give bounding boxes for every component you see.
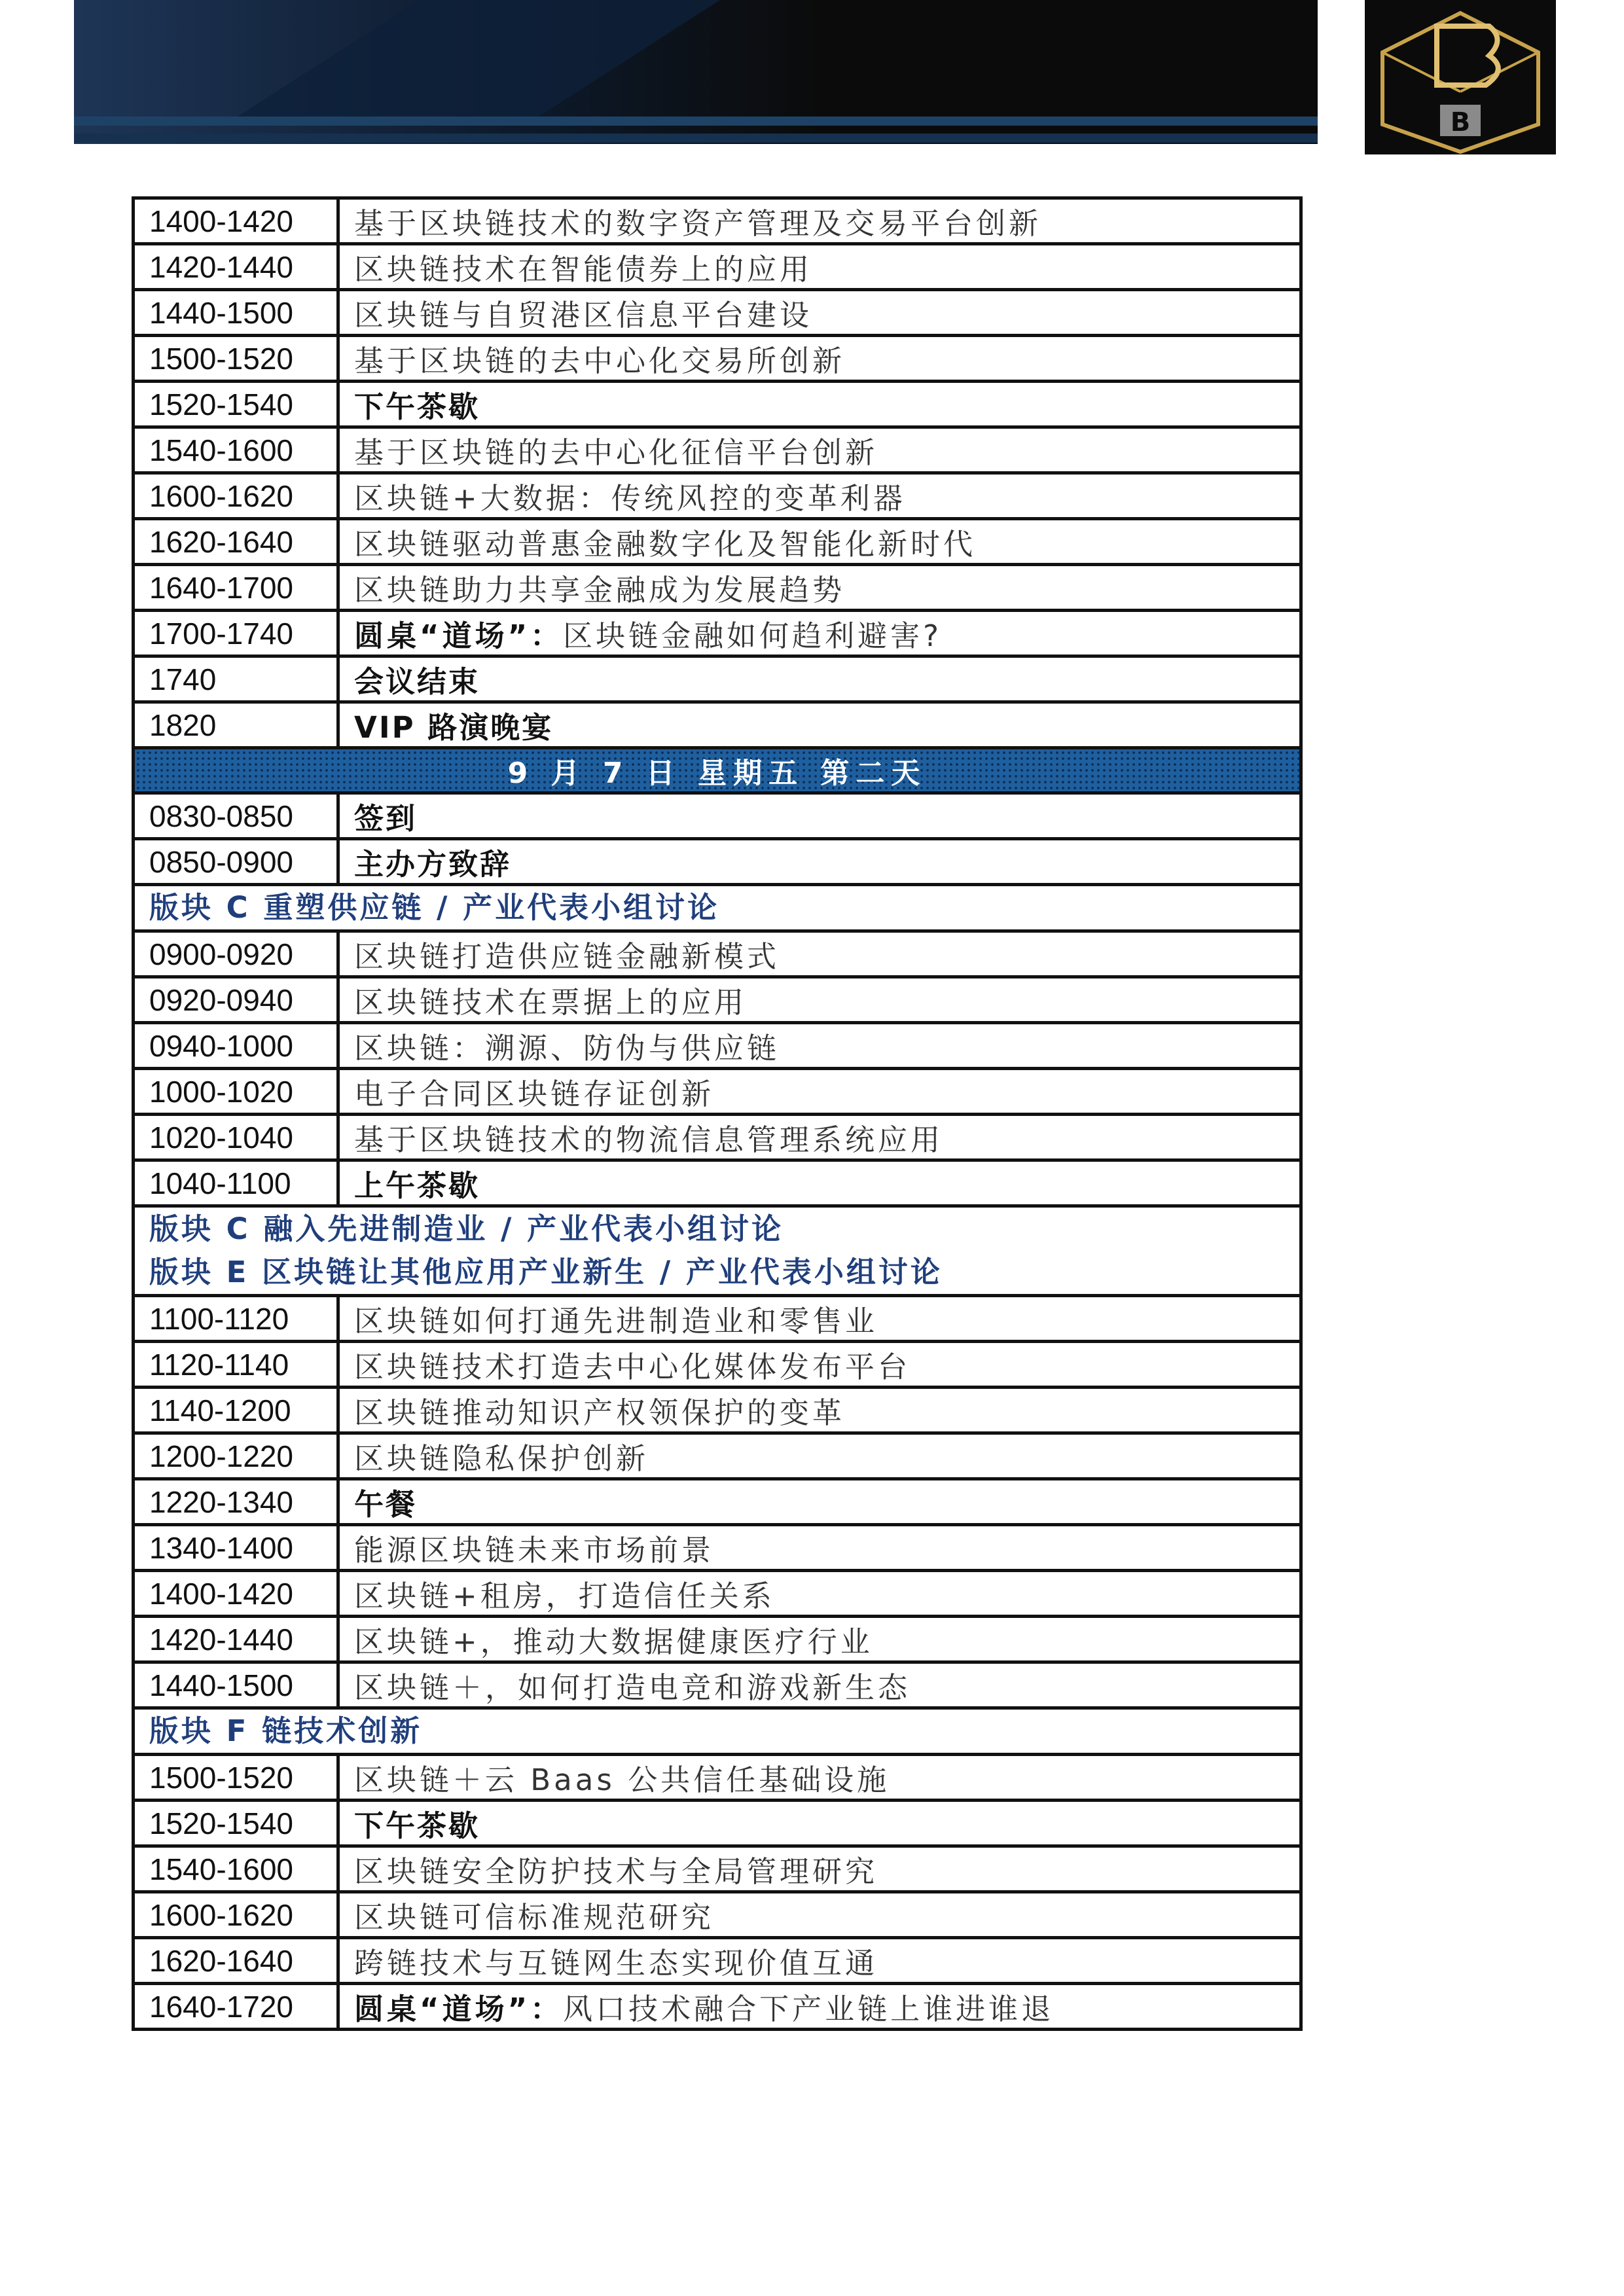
section-row xyxy=(134,885,1301,931)
section-row xyxy=(134,1206,1301,1296)
section-header xyxy=(134,1708,1301,1755)
schedule-table xyxy=(132,196,1303,2031)
session-cell: 上午茶歇 xyxy=(338,1160,1301,1206)
session-cell: 区块链可信标准规范研究 xyxy=(338,1892,1301,1938)
schedule-row xyxy=(134,1160,1301,1206)
time-cell: 1440-1500 xyxy=(134,1662,338,1708)
time-cell: 1520-1540 xyxy=(134,1801,338,1846)
time-cell: 1120-1140 xyxy=(134,1342,338,1388)
time-cell: 0920-0940 xyxy=(134,977,338,1023)
time-cell: 1500-1520 xyxy=(134,1755,338,1801)
time-cell: 1700-1740 xyxy=(134,611,338,656)
time-cell: 1640-1720 xyxy=(134,1984,338,2030)
session-cell: 区块链+，推动大数据健康医疗行业 xyxy=(338,1617,1301,1662)
session-cell: 主办方致辞 xyxy=(338,839,1301,885)
schedule-row xyxy=(134,1525,1301,1571)
time-cell: 1400-1420 xyxy=(134,1571,338,1617)
schedule-row xyxy=(134,336,1301,382)
schedule-row xyxy=(134,565,1301,611)
schedule-row xyxy=(134,427,1301,473)
schedule-row xyxy=(134,382,1301,427)
session-cell: 区块链安全防护技术与全局管理研究 xyxy=(338,1846,1301,1892)
schedule-row xyxy=(134,839,1301,885)
schedule-row xyxy=(134,1571,1301,1617)
time-cell: 1600-1620 xyxy=(134,1892,338,1938)
session-cell: 基于区块链的去中心化交易所创新 xyxy=(338,336,1301,382)
schedule-row xyxy=(134,1938,1301,1984)
section-header xyxy=(134,1206,1301,1296)
schedule-row xyxy=(134,1342,1301,1388)
time-cell: 1520-1540 xyxy=(134,382,338,427)
time-cell: 1740 xyxy=(134,656,338,702)
schedule-row xyxy=(134,1984,1301,2030)
session-cell xyxy=(338,611,1301,656)
session-cell: 午餐 xyxy=(338,1479,1301,1525)
banner-blue-stripe xyxy=(74,117,1318,126)
schedule-row xyxy=(134,1023,1301,1069)
section-line: 版块 E 区块链让其他应用产业新生 / 产业代表小组讨论 xyxy=(149,1255,943,1289)
time-cell: 1820 xyxy=(134,702,338,748)
time-cell: 1440-1500 xyxy=(134,290,338,336)
session-cell: 下午茶歇 xyxy=(338,1801,1301,1846)
time-cell: 1100-1120 xyxy=(134,1296,338,1342)
time-cell: 0850-0900 xyxy=(134,839,338,885)
schedule-row xyxy=(134,1388,1301,1433)
time-cell: 1620-1640 xyxy=(134,519,338,565)
schedule-row xyxy=(134,1479,1301,1525)
session-cell: VIP 路演晚宴 xyxy=(338,702,1301,748)
time-cell: 1040-1100 xyxy=(134,1160,338,1206)
session-cell: 区块链推动知识产权领保护的变革 xyxy=(338,1388,1301,1433)
schedule-row xyxy=(134,1892,1301,1938)
section-line: 版块 C 重塑供应链 / 产业代表小组讨论 xyxy=(149,890,720,925)
time-cell: 1600-1620 xyxy=(134,473,338,519)
section-row xyxy=(134,1708,1301,1755)
session-cell xyxy=(338,1984,1301,2030)
time-cell: 1640-1700 xyxy=(134,565,338,611)
session-cell: 区块链如何打通先进制造业和零售业 xyxy=(338,1296,1301,1342)
day-header: 9 月 7 日 星期五 第二天 xyxy=(134,748,1301,793)
roundtable-label: 圆桌“道场”： xyxy=(354,1992,564,2026)
banner-bottom-stripe xyxy=(74,134,1318,143)
session-cell: 区块链+大数据：传统风控的变革利器 xyxy=(338,473,1301,519)
schedule-row xyxy=(134,290,1301,336)
session-cell: 基于区块链的去中心化征信平台创新 xyxy=(338,427,1301,473)
schedule-row xyxy=(134,611,1301,656)
time-cell: 1540-1600 xyxy=(134,427,338,473)
session-cell: 签到 xyxy=(338,793,1301,839)
schedule-row xyxy=(134,244,1301,290)
session-cell: 区块链助力共享金融成为发展趋势 xyxy=(338,565,1301,611)
session-cell: 区块链技术打造去中心化媒体发布平台 xyxy=(338,1342,1301,1388)
header-banner xyxy=(0,0,1624,157)
time-cell: 1340-1400 xyxy=(134,1525,338,1571)
schedule-row xyxy=(134,1755,1301,1801)
time-cell: 0940-1000 xyxy=(134,1023,338,1069)
time-cell: 1420-1440 xyxy=(134,1617,338,1662)
session-cell: 能源区块链未来市场前景 xyxy=(338,1525,1301,1571)
schedule-row xyxy=(134,793,1301,839)
time-cell: 1500-1520 xyxy=(134,336,338,382)
time-cell: 1620-1640 xyxy=(134,1938,338,1984)
schedule-row xyxy=(134,656,1301,702)
schedule-row xyxy=(134,931,1301,977)
logo-emblem xyxy=(1365,0,1556,154)
section-line: 版块 C 融入先进制造业 / 产业代表小组讨论 xyxy=(149,1211,784,1246)
session-cell: 区块链：溯源、防伪与供应链 xyxy=(338,1023,1301,1069)
schedule-row xyxy=(134,977,1301,1023)
session-cell: 电子合同区块链存证创新 xyxy=(338,1069,1301,1115)
schedule-row xyxy=(134,519,1301,565)
session-title: 区块链金融如何趋利避害? xyxy=(563,619,943,653)
schedule-row xyxy=(134,1662,1301,1708)
session-title: 风口技术融合下产业链上谁进谁退 xyxy=(563,1992,1055,2026)
session-cell: 下午茶歇 xyxy=(338,382,1301,427)
session-cell: 区块链技术在智能债券上的应用 xyxy=(338,244,1301,290)
session-cell: 区块链隐私保护创新 xyxy=(338,1433,1301,1479)
time-cell: 1000-1020 xyxy=(134,1069,338,1115)
schedule-row xyxy=(134,1115,1301,1160)
time-cell: 0900-0920 xyxy=(134,931,338,977)
session-cell: 区块链打造供应链金融新模式 xyxy=(338,931,1301,977)
schedule-row xyxy=(134,702,1301,748)
session-cell: 区块链＋云 Baas 公共信任基础设施 xyxy=(338,1755,1301,1801)
time-cell: 1400-1420 xyxy=(134,198,338,244)
session-cell: 区块链＋，如何打造电竞和游戏新生态 xyxy=(338,1662,1301,1708)
session-cell: 会议结束 xyxy=(338,656,1301,702)
time-cell: 1140-1200 xyxy=(134,1388,338,1433)
section-line: 版块 F 链技术创新 xyxy=(149,1713,423,1748)
schedule-row xyxy=(134,1801,1301,1846)
roundtable-label: 圆桌“道场”： xyxy=(354,619,564,653)
logo-letter: B xyxy=(1450,107,1471,137)
schedule-row xyxy=(134,1069,1301,1115)
schedule-row xyxy=(134,1433,1301,1479)
session-cell: 基于区块链技术的物流信息管理系统应用 xyxy=(338,1115,1301,1160)
schedule-row xyxy=(134,1617,1301,1662)
session-cell: 基于区块链技术的数字资产管理及交易平台创新 xyxy=(338,198,1301,244)
time-cell: 1540-1600 xyxy=(134,1846,338,1892)
schedule-row xyxy=(134,1846,1301,1892)
time-cell: 1020-1040 xyxy=(134,1115,338,1160)
day-header-row xyxy=(134,748,1301,793)
time-cell: 1220-1340 xyxy=(134,1479,338,1525)
session-cell: 区块链驱动普惠金融数字化及智能化新时代 xyxy=(338,519,1301,565)
schedule-row xyxy=(134,1296,1301,1342)
session-cell: 区块链技术在票据上的应用 xyxy=(338,977,1301,1023)
time-cell: 0830-0850 xyxy=(134,793,338,839)
session-cell: 区块链与自贸港区信息平台建设 xyxy=(338,290,1301,336)
time-cell: 1420-1440 xyxy=(134,244,338,290)
schedule-row xyxy=(134,473,1301,519)
session-cell: 区块链+租房，打造信任关系 xyxy=(338,1571,1301,1617)
session-cell: 跨链技术与互链网生态实现价值互通 xyxy=(338,1938,1301,1984)
section-header xyxy=(134,885,1301,931)
schedule-row xyxy=(134,198,1301,244)
time-cell: 1200-1220 xyxy=(134,1433,338,1479)
